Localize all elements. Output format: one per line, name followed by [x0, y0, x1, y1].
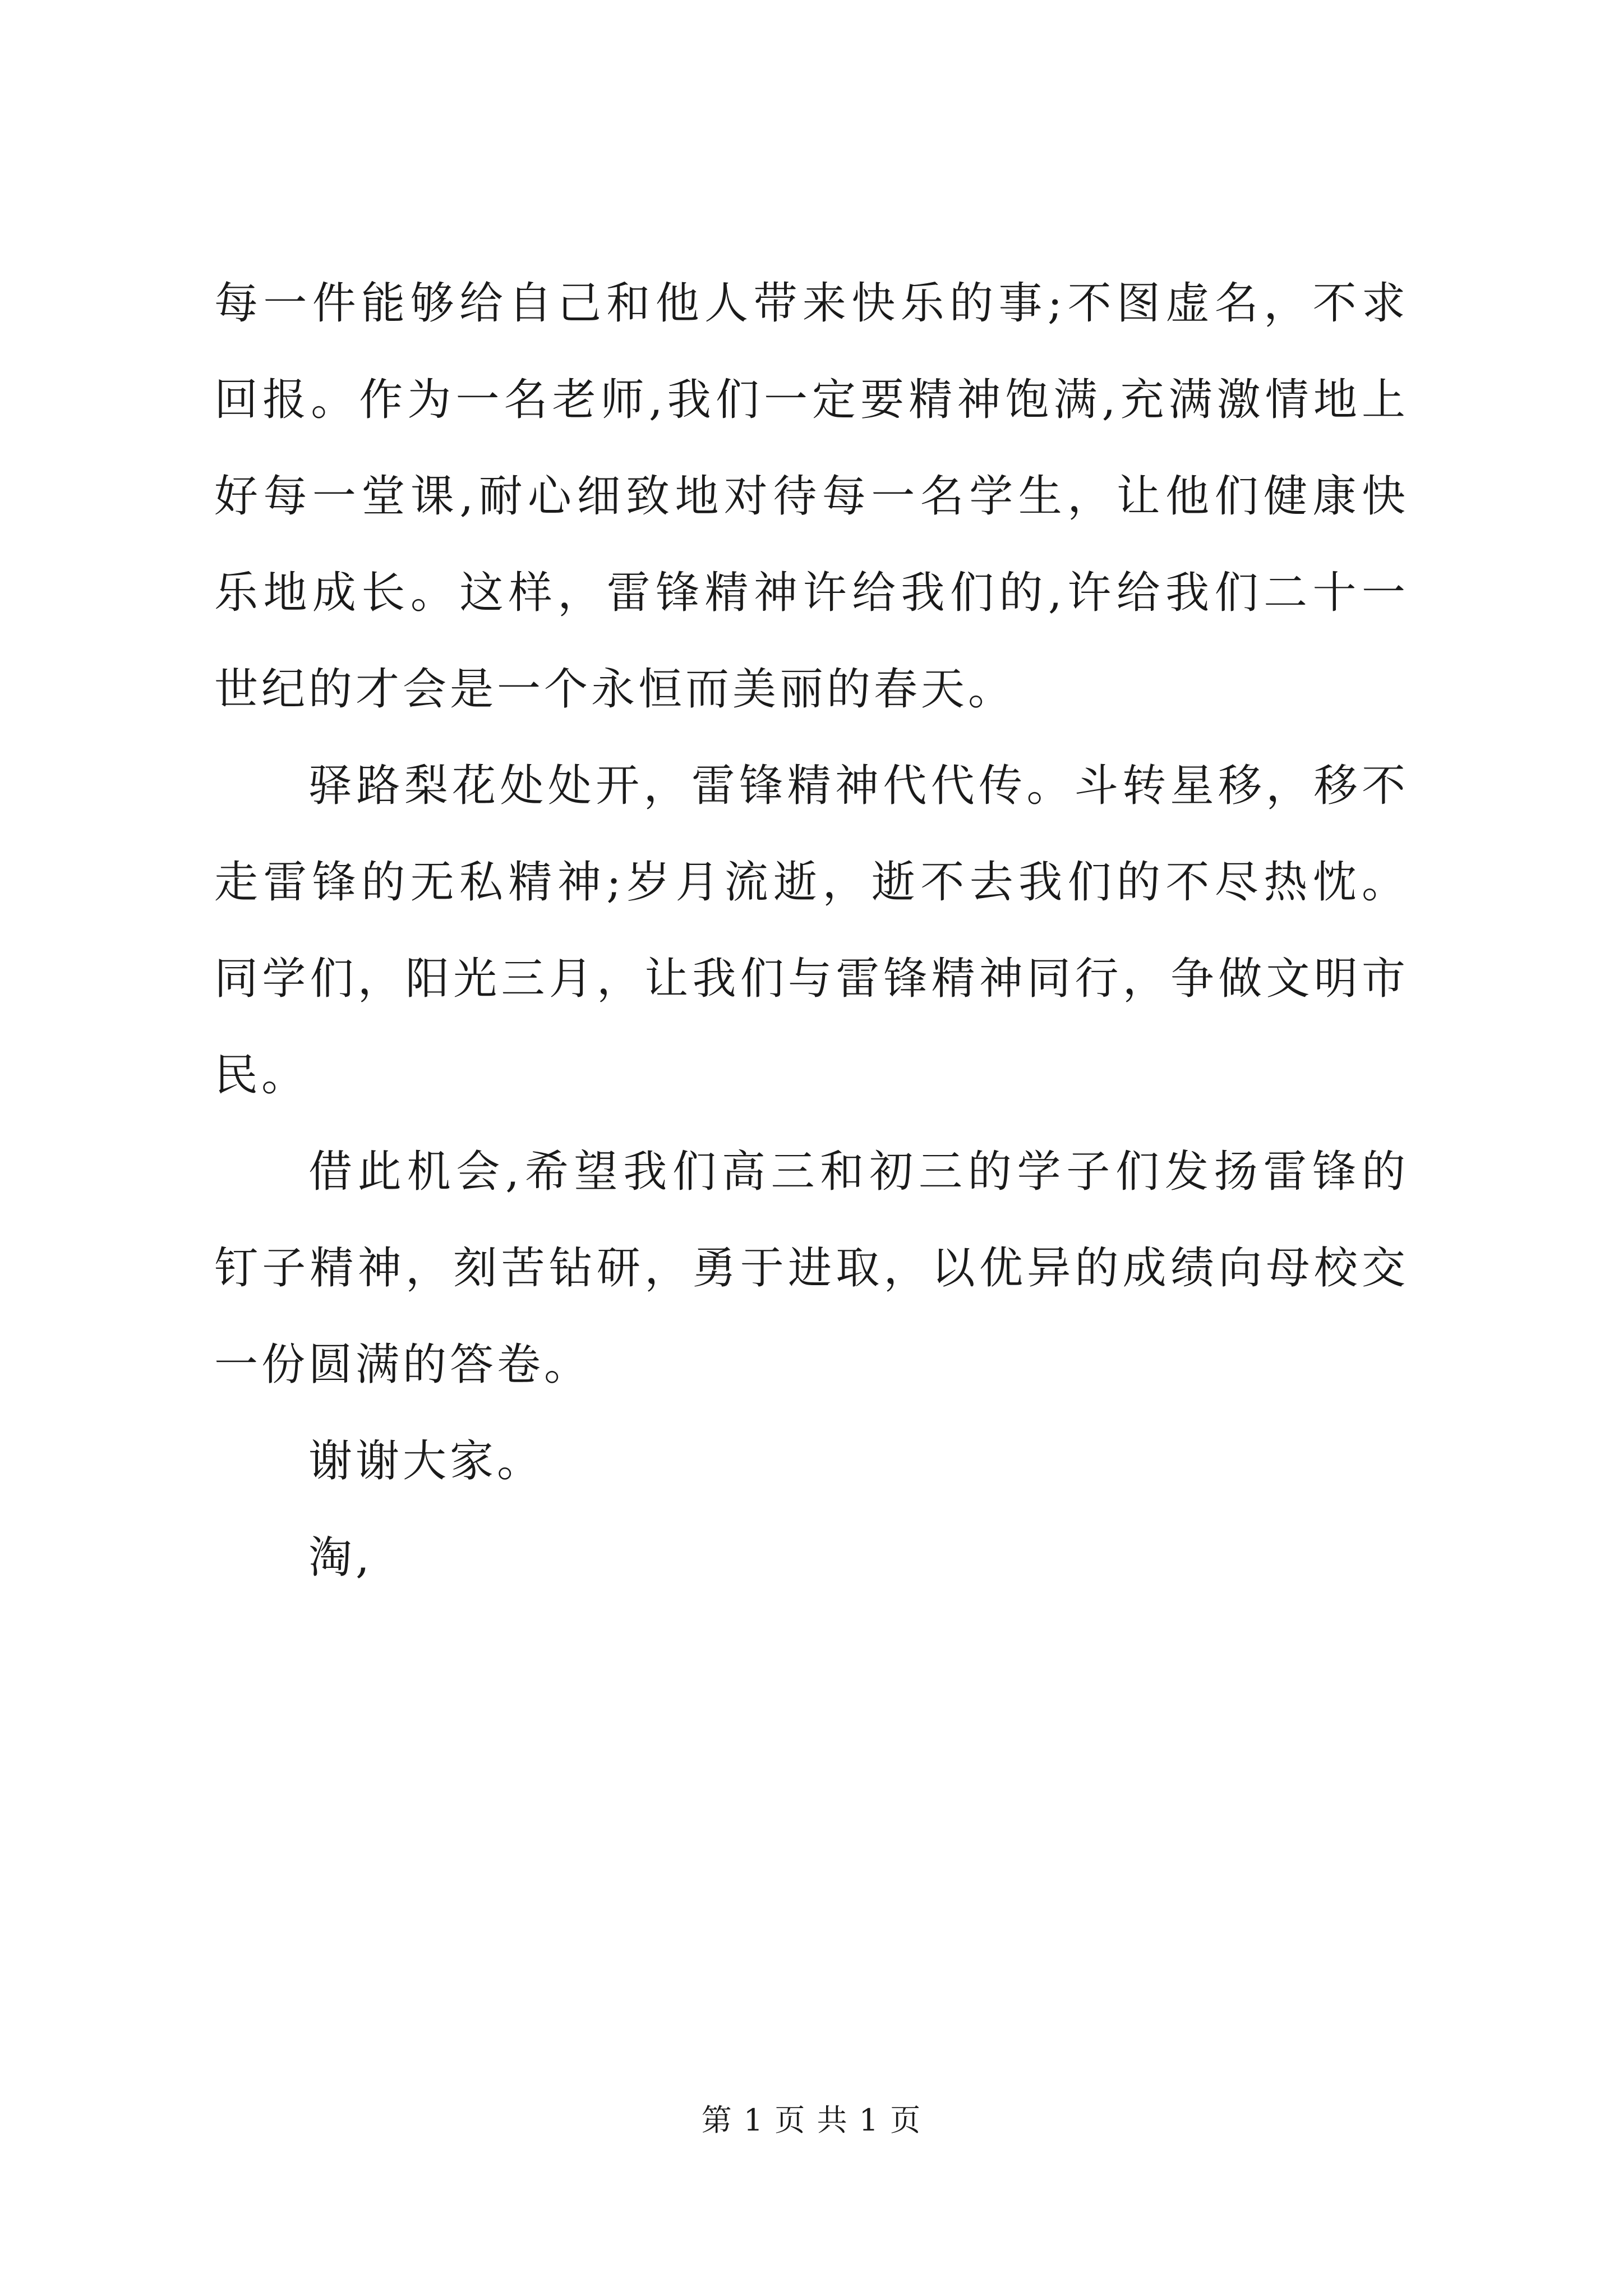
- page-footer: 第 1 页 共 1 页: [701, 2102, 922, 2138]
- paragraph-5: 淘,: [308, 1533, 373, 1583]
- paragraph-1: 每一件能够给自己和他人带来快乐的事;不图虚名，不求回报。作为一名老师,我们一定要精神饱满,充满激情地上好每一堂课,耐心细致地对待每一名学生，让他们健康快乐地成长。这样，雷锋精神许给我们的,许给我们二十一世纪的才会是一个永恒而美丽的春天。: [214, 278, 1409, 715]
- paragraph-4: 谢谢大家。: [308, 1436, 545, 1487]
- paragraph-2: 驿路梨花处处开，雷锋精神代代传。斗转星移，移不走雷锋的无私精神;岁月流逝，逝不去我们的不尽热忱。同学们，阳光三月，让我们与雷锋精神同行，争做文明市民。: [214, 761, 1409, 1101]
- paragraph-3: 借此机会,希望我们高三和初三的学子们发扬雷锋的钉子精神，刻苦钻研，勇于进取，以优异的成绩向母校交一份圆满的答卷。: [214, 1147, 1409, 1390]
- document-body: [214, 255, 1409, 1606]
